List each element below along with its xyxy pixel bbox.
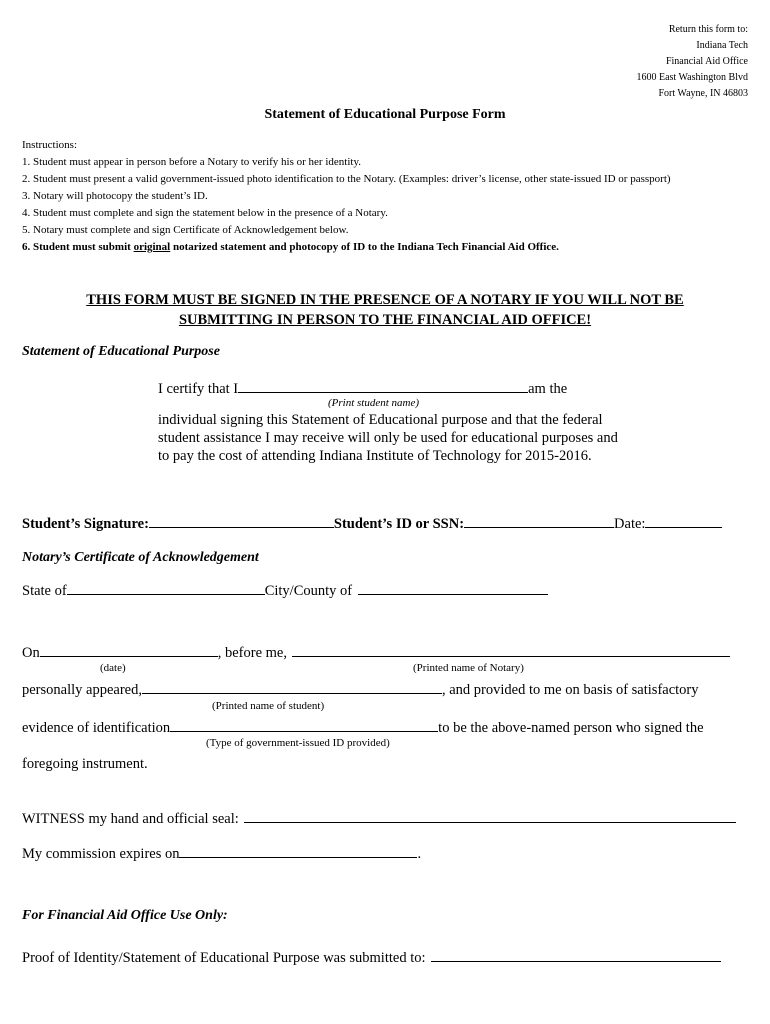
personally-appeared: personally appeared, xyxy=(22,682,142,698)
certify-row xyxy=(158,379,567,398)
state-city-row xyxy=(22,581,548,600)
notary-signature-field[interactable] xyxy=(244,809,736,823)
warning-line: SUBMITTING IN PERSON TO THE FINANCIAL AID OFFICE! xyxy=(178,312,592,328)
student-name-caption: (Printed name of student) xyxy=(212,700,325,712)
instruction-item: 5. Notary must complete and sign Certificate of Acknowledgement below. xyxy=(22,224,349,236)
date-field[interactable] xyxy=(645,514,722,528)
return-address-line: 1600 East Washington Blvd xyxy=(636,72,748,83)
return-address-line: Indiana Tech xyxy=(696,40,748,51)
instruction-item: 1. Student must appear in person before a Notary to verify his or her identity. xyxy=(22,156,361,168)
instruction-item-6 xyxy=(22,239,742,256)
instruction-6-suffix: notarized statement and photocopy of ID to the Indiana Tech Financial Aid Office. xyxy=(170,241,559,253)
notary-warning xyxy=(0,290,770,330)
warning-line: THIS FORM MUST BE SIGNED IN THE PRESENCE OF A NOTARY IF YOU WILL NOT BE xyxy=(86,292,684,308)
signature-label: Student’s Signature: xyxy=(22,516,149,532)
notary-name-caption: (Printed name of Notary) xyxy=(413,662,524,674)
above-named: to be the above-named person who signed the xyxy=(438,720,704,736)
office-use-heading: For Financial Aid Office Use Only: xyxy=(22,908,228,923)
provided-text: , and provided to me on basis of satisfactory xyxy=(441,682,699,698)
date-notarized-field[interactable] xyxy=(40,643,218,657)
instruction-item: 2. Student must present a valid government-issued photo identification to the Notary. (Examples: driver’s license, other state-issued ID or passport) xyxy=(22,173,671,185)
instruction-item: 4. Student must complete and sign the statement below in the presence of a Notary. xyxy=(22,207,388,219)
return-address-line: Return this form to: xyxy=(668,24,748,35)
state-label: State of xyxy=(22,583,67,599)
instruction-6-prefix: 6. Student must submit xyxy=(22,241,134,253)
return-address-line: Financial Aid Office xyxy=(665,56,748,67)
on-row xyxy=(22,643,730,662)
student-printed-name-field[interactable] xyxy=(142,680,442,694)
before-me: , before me, xyxy=(217,645,287,661)
return-address-line: Fort Wayne, IN 46803 xyxy=(658,88,748,99)
instruction-item: 3. Notary will photocopy the student’s ID. xyxy=(22,190,208,202)
appeared-row xyxy=(22,680,699,699)
instruction-6-original: original xyxy=(133,241,171,253)
notary-name-field[interactable] xyxy=(292,643,730,657)
city-label: City/County of xyxy=(264,583,353,599)
commission-expiry-field[interactable] xyxy=(179,844,417,858)
statement-heading: Statement of Educational Purpose xyxy=(22,344,220,359)
id-type-field[interactable] xyxy=(170,718,438,732)
commission-end: . xyxy=(417,846,422,862)
signature-row xyxy=(22,514,722,533)
witness-row xyxy=(22,809,736,828)
return-address xyxy=(636,22,748,102)
certify-suffix: am the xyxy=(528,381,568,397)
id-label: Student’s ID or SSN: xyxy=(333,516,465,532)
date-caption: (date) xyxy=(100,662,126,674)
student-id-field[interactable] xyxy=(464,514,614,528)
submitted-to-field[interactable] xyxy=(431,948,721,962)
proof-row xyxy=(22,948,721,967)
student-name-field[interactable] xyxy=(238,379,528,393)
city-county-field[interactable] xyxy=(358,581,548,595)
instructions-heading: Instructions: xyxy=(22,139,77,151)
foregoing-text: foregoing instrument. xyxy=(22,756,148,772)
page-title: Statement of Educational Purpose Form xyxy=(264,107,506,122)
witness-label: WITNESS my hand and official seal: xyxy=(22,811,239,827)
notary-heading: Notary’s Certificate of Acknowledgement xyxy=(22,550,259,565)
student-signature-field[interactable] xyxy=(149,514,334,528)
certify-prefix: I certify that I xyxy=(158,381,239,397)
evidence-label: evidence of identification xyxy=(22,720,171,736)
state-field[interactable] xyxy=(67,581,265,595)
on-label: On xyxy=(22,645,40,661)
print-name-caption: (Print student name) xyxy=(328,397,420,409)
commission-row xyxy=(22,844,421,863)
evidence-row xyxy=(22,718,704,737)
commission-label: My commission expires on xyxy=(22,846,180,862)
id-type-caption: (Type of government-issued ID provided) xyxy=(206,737,390,749)
statement-paragraph: individual signing this Statement of Educational purpose and that the federal student assistance I may receive will only be used for educational purposes and to pay the cost of attending Indiana Institute of Technology for 2015-2016. xyxy=(158,412,618,464)
proof-label: Proof of Identity/Statement of Educational Purpose was submitted to: xyxy=(22,950,426,966)
instructions xyxy=(22,137,742,256)
date-label: Date: xyxy=(614,516,646,532)
